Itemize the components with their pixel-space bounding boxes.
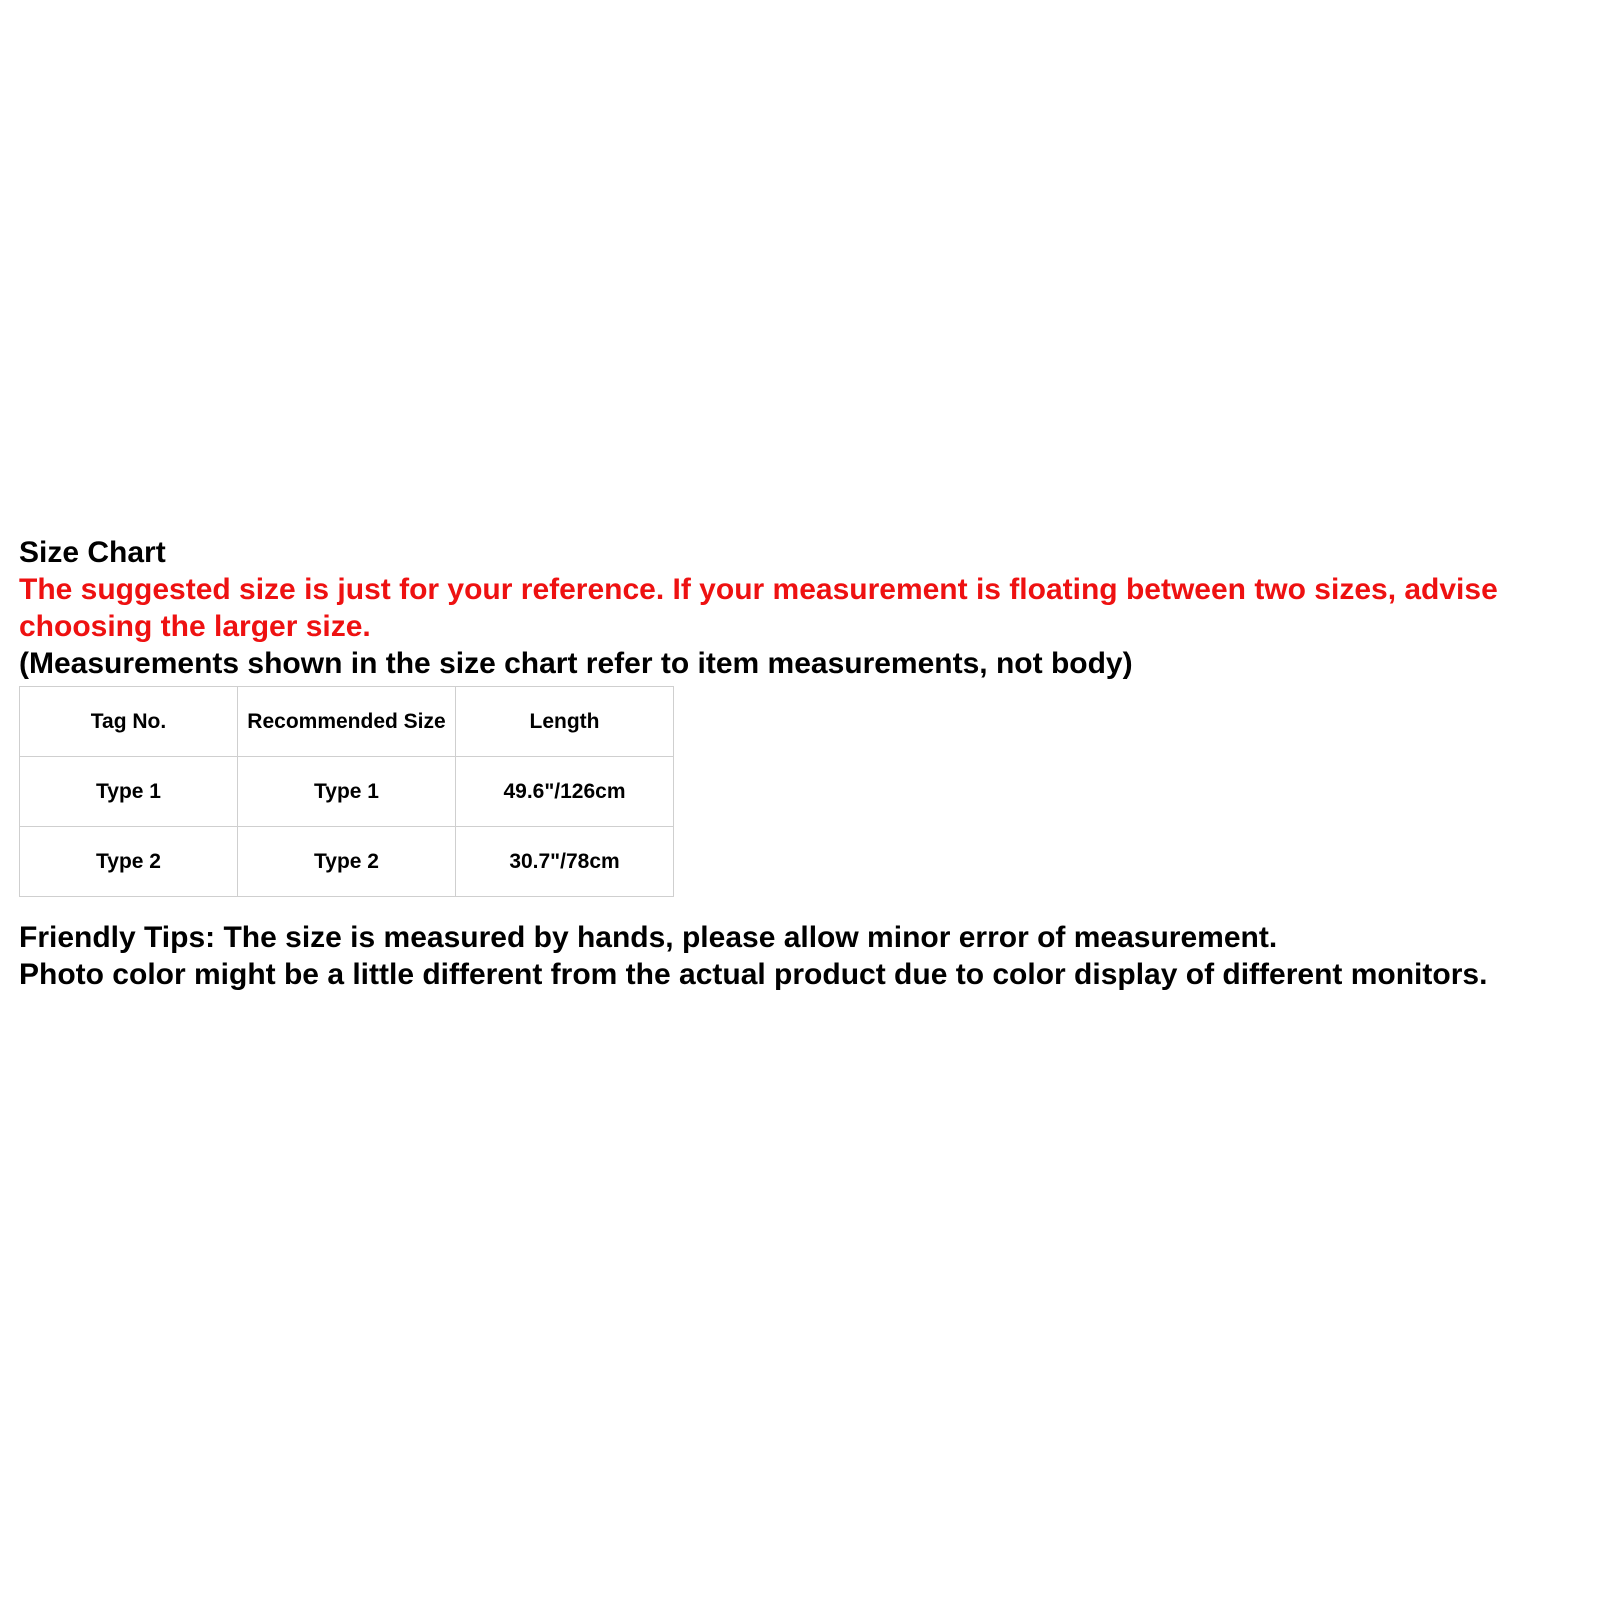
tip-photo-color: Photo color might be a little different from the actual product due to color display of different monitors. — [19, 958, 1488, 991]
table-row — [20, 757, 674, 827]
header-length: Length — [456, 687, 674, 757]
tip-measurement: Friendly Tips: The size is measured by hands, please allow minor error of measurement. — [19, 921, 1278, 954]
measurement-note: (Measurements shown in the size chart refer to item measurements, not body) — [19, 647, 1133, 680]
header-recommended-size: Recommended Size — [238, 687, 456, 757]
table-header-row — [20, 687, 674, 757]
cell-recommended-size: Type 2 — [238, 827, 456, 897]
cell-tag-no: Type 2 — [20, 827, 238, 897]
page-title: Size Chart — [19, 536, 166, 569]
header-tag-no: Tag No. — [20, 687, 238, 757]
cell-length: 30.7"/78cm — [456, 827, 674, 897]
size-chart-section — [19, 534, 1589, 993]
table-row — [20, 827, 674, 897]
size-warning-text: The suggested size is just for your reference. If your measurement is floating between two sizes, advise choosing the larger size. — [19, 573, 1498, 643]
size-table — [19, 686, 674, 897]
cell-recommended-size: Type 1 — [238, 757, 456, 827]
cell-length: 49.6"/126cm — [456, 757, 674, 827]
friendly-tips — [19, 919, 1589, 993]
cell-tag-no: Type 1 — [20, 757, 238, 827]
